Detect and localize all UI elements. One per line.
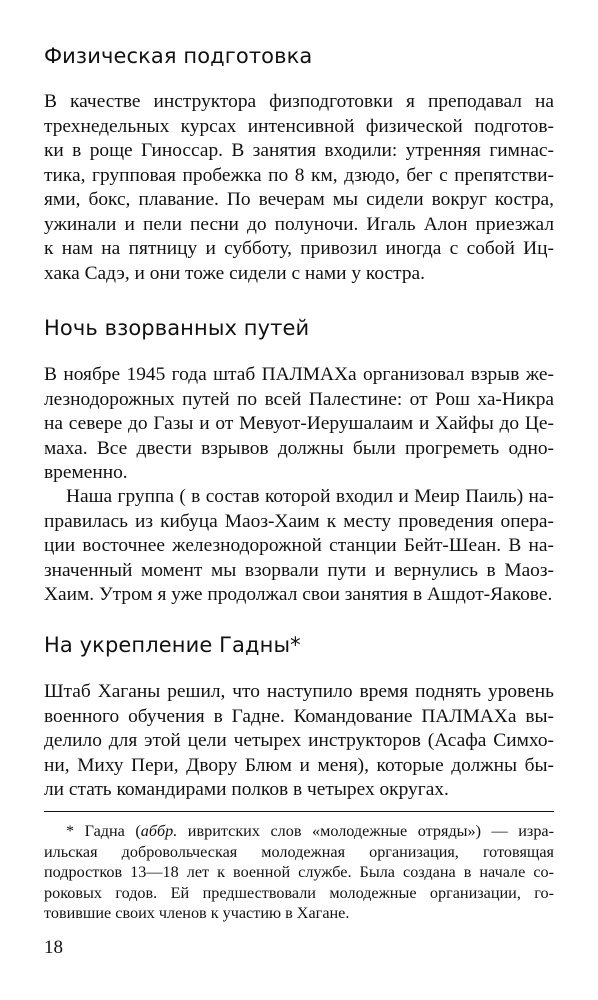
text-line: правилась из кибуца Маоз-Хаим к месту проведения опера- [44,510,554,532]
abbreviation-marker: аббр. [140,822,178,840]
text-line: Штаб Хаганы решил, что наступило время поднять уровень [44,681,554,702]
text-line: значенный момент мы взорвали пути и вернулись в Маоз- [44,559,554,581]
section-heading-physical-training: Физическая подготовка [44,44,313,68]
page-number: 18 [44,937,63,958]
text-line: В ноябре 1945 года штаб ПАЛМАХа организовал взрыв же- [44,364,554,385]
text-line: ли стать командирами полков в четырех округах. [44,779,449,800]
text-line: маха. Все двести взрывов должны были прогреметь одно- [44,437,554,459]
text-line: военного обучения в Гадне. Командование ПАЛМАХа вы- [44,705,554,727]
footnote-line: * Гадна (аббр. ивритских слов «молодежные отряды») — изра- [66,822,554,840]
footnote-divider [44,811,554,812]
text-line: Наша группа ( в состав которой входил и Меир Паиль) на- [66,486,554,507]
footnote-line: ильская добровольческая молодежная организация, готовящая [44,842,554,861]
text-line: ки в роще Гиноссар. В занятия входили: утренняя гимнас- [44,140,554,161]
footnote-line: товившие своих членов к участию в Хагане. [44,904,350,923]
paragraph [44,485,554,608]
text-line: хака Садэ, и они тоже сидели с нами у костра. [44,262,425,284]
text-line: ужинали и пели песни до полуночи. Игаль Алон приезжал [44,213,554,235]
text-line: делило для этой цели четырех инструкторов (Асафа Симхо- [44,730,554,751]
text-line: тика, групповая пробежка по 8 км, дзюдо, бег с препятстви- [44,164,554,186]
text-line: лезнодорожных путей по всей Палестине: от Рош ха-Никра [44,388,554,410]
footnote [44,821,554,924]
text-line: на севере до Газы и от Мевуот-Иерушалаим и Хайфы до Це- [44,413,554,434]
paragraph [44,90,554,286]
text-line: ни, Миху Пери, Двору Блюм и меня), которые должны бы- [44,754,554,776]
section-heading-night-of-blown-tracks: Ночь взорванных путей [44,316,310,340]
text-line: ции восточнее железнодорожной станции Бейт-Шеан. В на- [44,535,554,556]
footnote-line: роковых годов. Ей предшествовали молодежные организации, го- [44,883,554,902]
text-line: Хаим. Утром я уже продолжал свои занятия в Ашдот-Яакове. [44,584,553,605]
paragraph [44,680,554,803]
text-line: временно. [44,462,128,483]
paragraph [44,363,554,486]
text-line: В качестве инструктора физподготовки я преподавал на [44,91,554,112]
section-heading-strengthening-gadna: На укрепление Гадны* [44,633,301,657]
text-line: трехнедельных курсах интенсивной физической подготов- [44,115,554,137]
footnote-line: подростков 13—18 лет к военной службе. Была создана в начале со- [44,863,554,882]
text-line: к нам на пятницу и субботу, привозил иногда с собой Иц- [44,238,554,259]
text-line: ями, бокс, плавание. По вечерам мы сидели вокруг костра, [44,189,554,210]
